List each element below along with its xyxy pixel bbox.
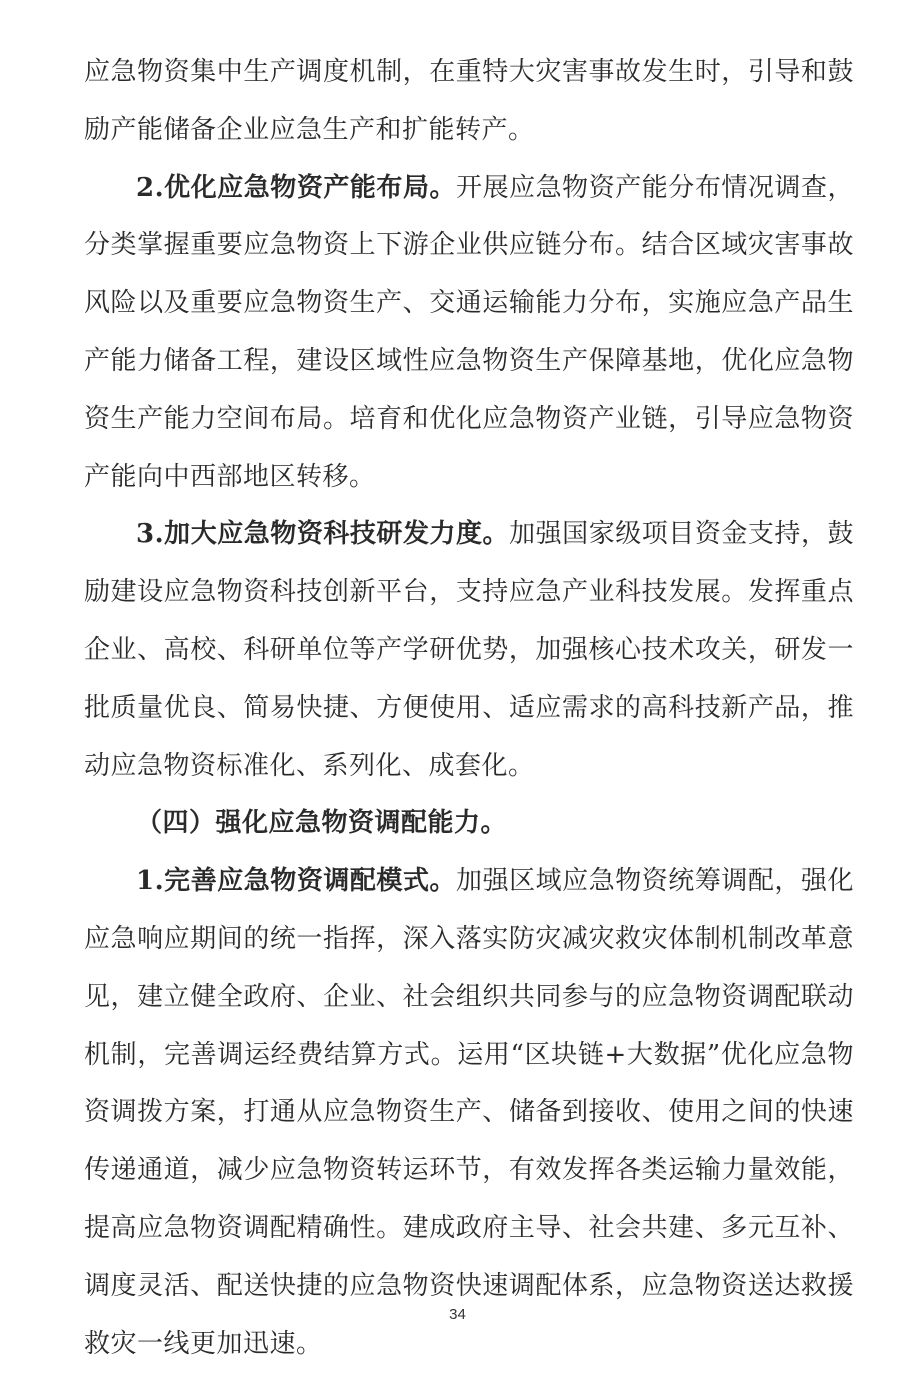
paragraph-continuation [84, 44, 854, 160]
paragraph-heading: 1.完善应急物资调配模式。 [136, 866, 457, 897]
page-number: 34 [449, 1306, 466, 1323]
section-heading-text: （四）强化应急物资调配能力。 [136, 808, 508, 839]
paragraph-heading: 2.优化应急物资产能布局。 [136, 172, 457, 203]
paragraph-allocation-mode [84, 853, 854, 1373]
paragraph-text: 加强国家级项目资金支持，鼓励建设应急物资科技创新平台，支持应急产业科技发展。发挥重点企业、高校、科研单位等产学研优势，加强核心技术攻关，研发一批质量优良、简易快捷、方便使用、适应需求的高科技新产品，推动应急物资标准化、系列化、成套化。 [84, 519, 854, 781]
paragraph-tech-rnd [84, 506, 854, 795]
paragraph-text: 应急物资集中生产调度机制，在重特大灾害事故发生时，引导和鼓励产能储备企业应急生产和扩能转产。 [84, 57, 854, 145]
paragraph-heading: 3.加大应急物资科技研发力度。 [136, 519, 510, 550]
section-heading [84, 795, 854, 853]
paragraph-optimize-capacity-layout [84, 160, 854, 507]
document-body [84, 44, 854, 1373]
paragraph-text: 加强区域应急物资统筹调配，强化应急响应期间的统一指挥，深入落实防灾减灾救灾体制机制改革意见，建立健全政府、企业、社会组织共同参与的应急物资调配联动机制，完善调运经费结算方式。运用“区块链+大数据”优化应急物资调拨方案，打通从应急物资生产、储备到接收、使用之间的快速传递通道，减少应急物资转运环节，有效发挥各类运输力量效能，提高应急物资调配精确性。建成政府主导、社会共建、多元互补、调度灵活、配送快捷的应急物资快速调配体系，应急物资送达救援救灾一线更加迅速。 [84, 866, 854, 1359]
paragraph-text: 开展应急物资产能分布情况调查，分类掌握重要应急物资上下游企业供应链分布。结合区域灾害事故风险以及重要应急物资生产、交通运输能力分布，实施应急产品生产能力储备工程，建设区域性应急物资生产保障基地，优化应急物资生产能力空间布局。培育和优化应急物资产业链，引导应急物资产能向中西部地区转移。 [84, 172, 854, 492]
